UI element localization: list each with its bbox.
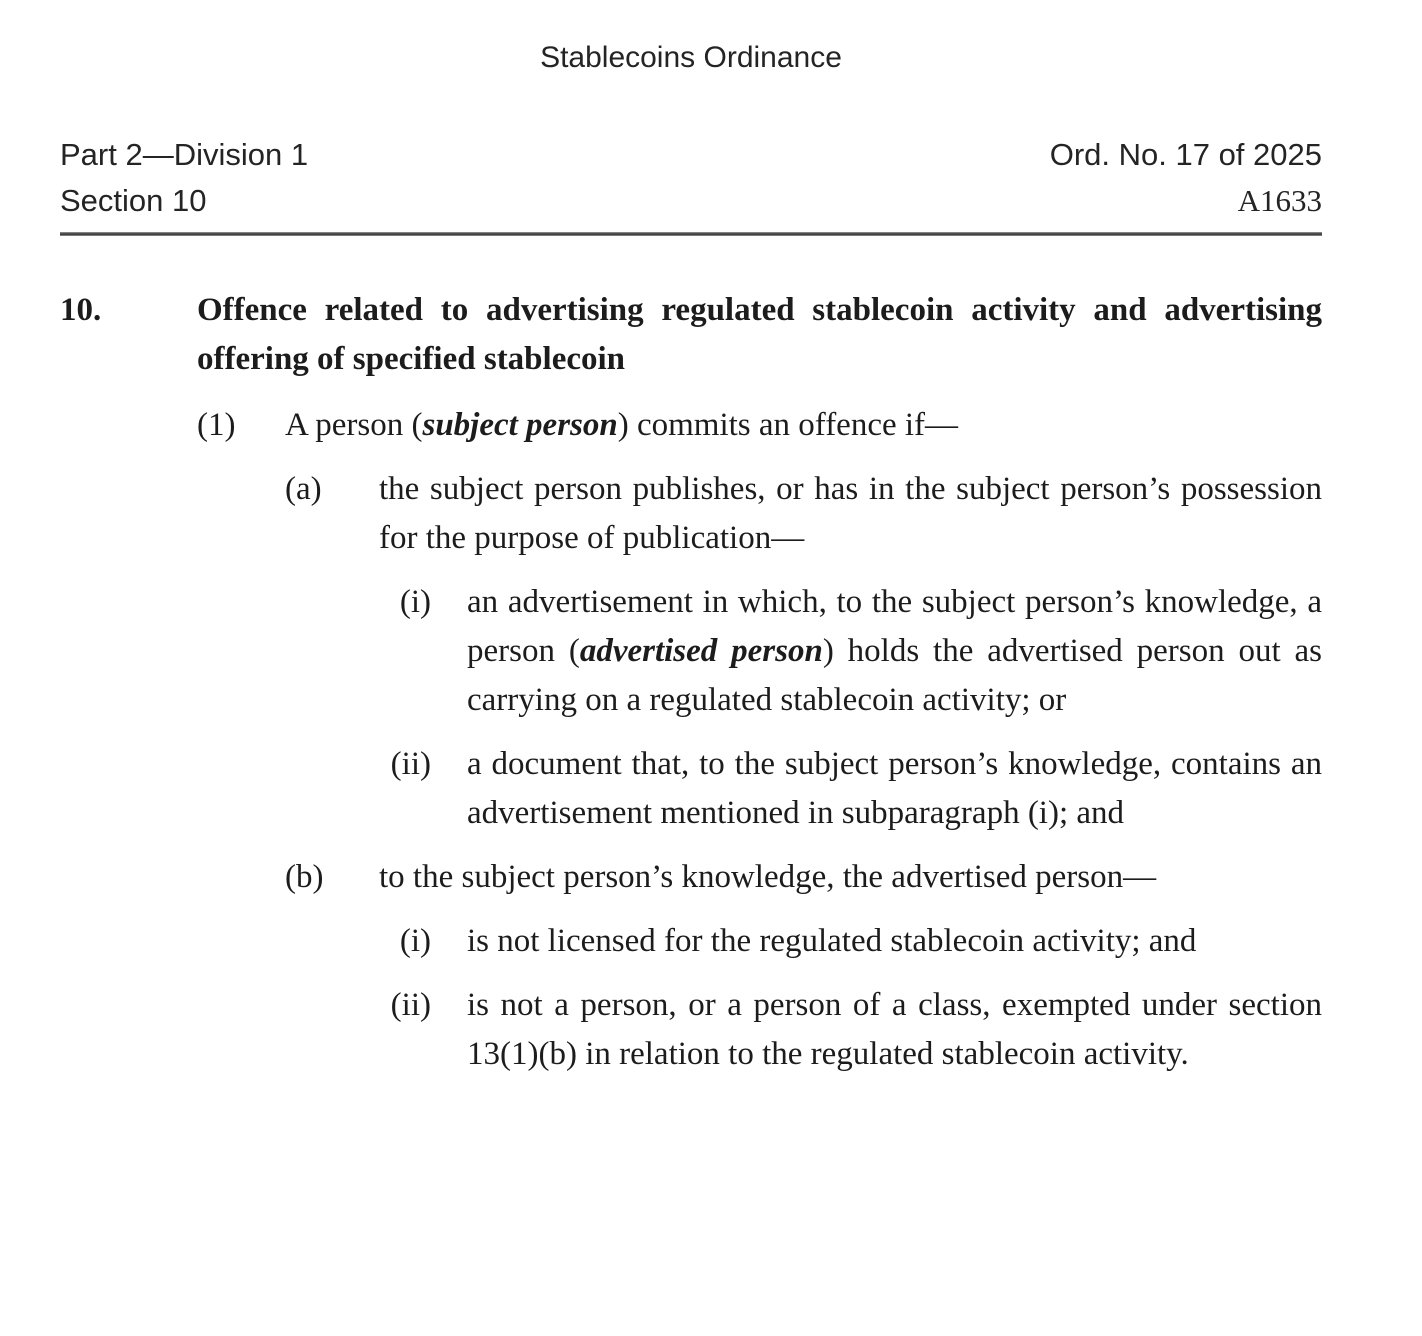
- subparagraph-b-ii-body: [467, 981, 1322, 1079]
- section-body: [197, 286, 1322, 1079]
- subparagraph-b-i-text: [467, 917, 1322, 966]
- subparagraph-b-i-body: [467, 917, 1322, 981]
- subparagraph-b-ii: [379, 981, 1322, 1079]
- subparagraph-b-i-number: (i): [399, 923, 431, 959]
- paragraph-b-body: [379, 853, 1322, 1079]
- header-rule: [60, 232, 1322, 236]
- paragraph-a-text: the subject person publishes, or has in the subject person’s possession for the purpose of publication—: [379, 471, 1322, 556]
- header-left: [60, 132, 308, 224]
- subparagraph-b-ii-number: (ii): [390, 987, 431, 1023]
- section-ref-label: Section 10: [60, 183, 207, 218]
- subparagraph-b-ii-text: [467, 981, 1322, 1079]
- paragraph-b-text: to the subject person’s knowledge, the advertised person—: [379, 859, 1157, 895]
- page-header: [60, 132, 1322, 224]
- part-division-label: Part 2—Division 1: [60, 137, 309, 172]
- subsection-1-number: (1): [197, 407, 236, 443]
- header-right: [1050, 132, 1322, 224]
- text-segment: ) commits an offence if—: [617, 407, 959, 443]
- subparagraph-a-ii-body: [467, 740, 1322, 853]
- running-title: Stablecoins Ordinance: [540, 41, 842, 74]
- subparagraph-a-i-number: (i): [399, 584, 431, 620]
- section-heading: Offence related to advertising regulated stablecoin activity and advertising offering of specified stablecoin: [197, 292, 1322, 377]
- text-segment: a document that, to the subject person’s knowledge, contains an advertisement mentioned in subparagraph (i); and: [467, 746, 1322, 831]
- text-segment: an advertisement in which, to the subject person’s knowledge, a person (: [467, 584, 1322, 669]
- section-10: [60, 286, 1322, 1079]
- paragraph-a-number: (a): [285, 471, 322, 507]
- text-segment: is not a person, or a person of a class, exempted under section 13(1)(b) in relation to the regulated stablecoin activity.: [467, 987, 1322, 1072]
- ordinance-number-label: Ord. No. 17 of 2025: [1049, 137, 1322, 172]
- defined-term: subject person: [422, 407, 618, 443]
- subparagraph-a-i-body: [467, 578, 1322, 740]
- subsection-1-intro: [285, 401, 1322, 450]
- subparagraph-a-i: [379, 578, 1322, 740]
- paragraph-b-number: (b): [285, 859, 324, 895]
- text-segment: A person (: [285, 407, 423, 443]
- subparagraph-a-ii-text: [467, 740, 1322, 838]
- subparagraph-a-ii-number: (ii): [390, 746, 431, 782]
- text-segment: is not licensed for the regulated stablecoin activity; and: [467, 923, 1197, 959]
- section-number: 10.: [60, 292, 102, 328]
- paragraph-a-body: [379, 465, 1322, 853]
- subparagraph-b-i: [379, 917, 1322, 981]
- defined-term: advertised person: [579, 633, 823, 669]
- paragraph-b: [285, 853, 1322, 1079]
- subparagraph-a-i-text: [467, 578, 1322, 725]
- subsection-1-body: [285, 401, 1322, 1079]
- subsection-1: [197, 401, 1322, 1079]
- subparagraph-a-ii: [379, 740, 1322, 853]
- paragraph-a: [285, 465, 1322, 853]
- text-segment: ) holds the advertised person out as carrying on a regulated stablecoin activity; or: [467, 633, 1322, 718]
- page-number-label: A1633: [1237, 183, 1322, 218]
